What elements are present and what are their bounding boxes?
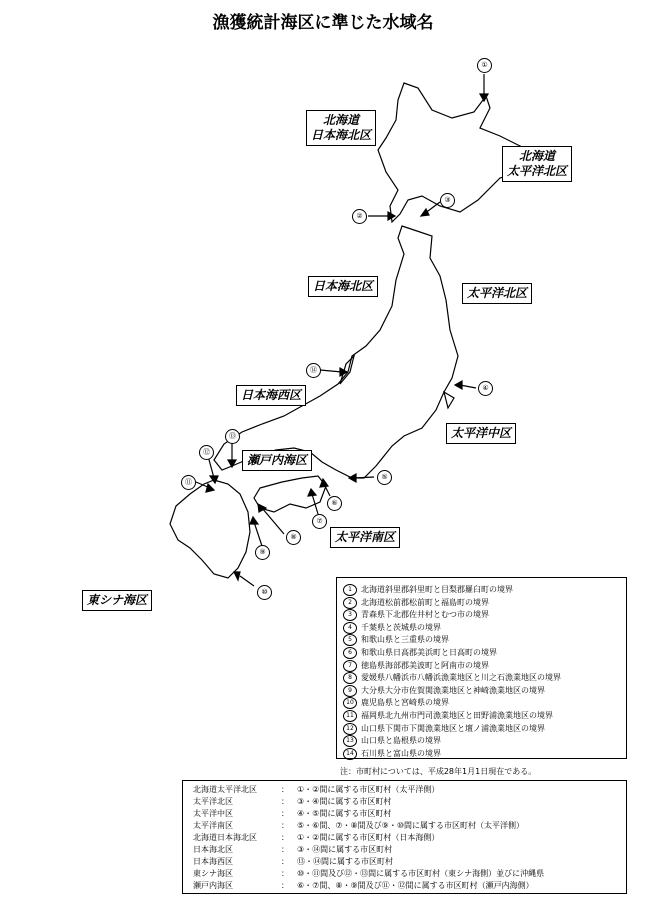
- zone-name: 太平洋南区: [193, 821, 233, 830]
- legend-row: [343, 609, 622, 622]
- region-hokkaido-japan-sea: [306, 110, 376, 146]
- zone-sep: ：: [281, 821, 289, 830]
- region-hokkaido-pacific: [502, 146, 572, 182]
- marker-8: ⑧: [286, 530, 301, 545]
- zone-sep: ：: [281, 845, 289, 854]
- marker-13: ⑬: [225, 429, 240, 444]
- zone-row: [193, 820, 620, 832]
- legend-text: 徳島県海部郡美波町と阿南市の境界: [361, 660, 489, 670]
- zone-row: [193, 856, 620, 868]
- legend-row: [343, 710, 622, 723]
- zone-row: [193, 880, 620, 892]
- region-pacific-central: 太平洋中区: [446, 423, 516, 444]
- legend-text: 愛媛県八幡浜市八幡浜漁業地区と川之石漁業地区の境界: [361, 673, 561, 683]
- legend-row: [343, 697, 622, 710]
- legend-text: 石川県と富山県の境界: [361, 748, 441, 758]
- zone-name: 日本海北区: [193, 845, 233, 854]
- date-note: 注：市町村については、平成28年1月1日現在である。: [340, 767, 537, 776]
- zone-desc: ④・⑤間に属する市区町村: [297, 809, 392, 818]
- legend-num: 5: [343, 634, 357, 646]
- zone-desc: ⑩・⑪間及び⑫・⑬間に属する市区町村（東シナ海側）並びに沖縄県: [297, 869, 545, 878]
- marker-9: ⑨: [255, 545, 270, 560]
- legend-row: [343, 660, 622, 673]
- zone-desc: ③・④間に属する市区町村: [297, 797, 392, 806]
- legend-row: [343, 735, 622, 748]
- zone-sep: ：: [281, 809, 289, 818]
- marker-5: ⑤: [377, 470, 392, 485]
- region-seto-inland-sea: 瀬戸内海区: [242, 450, 312, 471]
- legend-num: 7: [343, 660, 357, 672]
- boundary-legend: [336, 577, 627, 759]
- legend-text: 山口県と島根県の境界: [361, 736, 441, 746]
- legend-num: 2: [343, 597, 357, 609]
- legend-row: [343, 622, 622, 635]
- zone-sep: ：: [281, 881, 289, 890]
- legend-row: [343, 672, 622, 685]
- marker-7: ⑦: [312, 514, 327, 529]
- zone-name: 瀬戸内海区: [193, 881, 233, 890]
- zone-name: 太平洋中区: [193, 809, 233, 818]
- zone-desc: ⑬・⑭間に属する市区町村: [297, 857, 393, 866]
- region-pacific-south: 太平洋南区: [330, 527, 400, 548]
- zone-row: [193, 808, 620, 820]
- zone-row: [193, 796, 620, 808]
- marker-3: ③: [440, 193, 455, 208]
- zone-name: 北海道太平洋北区: [193, 785, 257, 794]
- legend-text: 福岡県北九州市門司漁業地区と田野浦漁業地区の境界: [361, 710, 553, 720]
- zone-sep: ：: [281, 857, 289, 866]
- legend-text: 千葉県と茨城県の境界: [361, 622, 441, 632]
- marker-2: ②: [352, 209, 367, 224]
- zone-desc: ①・②間に属する市区町村（太平洋側）: [297, 785, 440, 794]
- marker-4: ④: [478, 381, 493, 396]
- legend-num: 6: [343, 647, 357, 659]
- region-line: 日本海北区: [311, 128, 372, 142]
- legend-text: 北海道松前郡松前町と福島町の境界: [361, 597, 489, 607]
- zone-row: [193, 784, 620, 796]
- marker-11: ⑪: [181, 475, 196, 490]
- zone-definition-table: [182, 780, 627, 894]
- legend-num: 10: [343, 697, 357, 709]
- region-line: 北海道: [519, 149, 556, 163]
- legend-text: 和歌山県日高郡美浜町と日高町の境界: [361, 647, 497, 657]
- legend-text: 北海道斜里郡斜里町と目梨郡羅臼町の境界: [361, 585, 513, 594]
- zone-row: [193, 832, 620, 844]
- legend-row: [343, 584, 622, 597]
- legend-text: 和歌山県と三重県の境界: [361, 635, 449, 645]
- legend-text: 大分県大分市佐賀関漁業地区と神崎漁業地区の境界: [361, 685, 545, 695]
- legend-text: 山口県下関市下関漁業地区と壇ノ浦漁業地区の境界: [361, 723, 545, 733]
- zone-name: 太平洋北区: [193, 797, 233, 806]
- legend-num: 13: [343, 735, 357, 747]
- legend-row: [343, 634, 622, 647]
- zone-row: [193, 844, 620, 856]
- legend-num: 4: [343, 622, 357, 634]
- legend-num: 14: [343, 748, 357, 760]
- legend-text: 鹿児島県と宮崎県の境界: [361, 698, 449, 708]
- region-pacific-north: 太平洋北区: [462, 283, 532, 304]
- zone-sep: ：: [281, 869, 289, 878]
- marker-12: ⑫: [199, 445, 214, 460]
- region-line: 北海道: [323, 113, 360, 127]
- legend-num: 3: [343, 609, 357, 621]
- legend-row: [343, 748, 622, 761]
- kyushu-outline: [170, 480, 250, 578]
- legend-row: [343, 597, 622, 610]
- region-line: 太平洋北区: [507, 164, 568, 178]
- zone-name: 日本海西区: [193, 857, 233, 866]
- region-east-china-sea: 東シナ海区: [82, 590, 152, 611]
- zone-name: 東シナ海区: [193, 869, 233, 878]
- legend-num: 9: [343, 685, 357, 697]
- region-japan-sea-west: 日本海西区: [236, 385, 306, 406]
- zone-sep: ：: [281, 833, 289, 842]
- zone-desc: ⑤・⑥間、⑦・⑧間及び⑨・⑩間に属する市区町村（太平洋側）: [297, 821, 525, 830]
- marker-6: ⑥: [327, 496, 342, 511]
- zone-name: 北海道日本海北区: [193, 833, 257, 842]
- legend-row: [343, 647, 622, 660]
- legend-row: [343, 723, 622, 736]
- legend-num: 8: [343, 672, 357, 684]
- zone-desc: ⑥・⑦間、⑧・⑨間及び⑪・⑫間に属する市区町村（瀬戸内海側）: [297, 881, 534, 890]
- marker-1: ①: [477, 58, 492, 73]
- zone-sep: ：: [281, 785, 289, 794]
- honshu-outline: [214, 226, 458, 478]
- marker-10: ⑩: [257, 585, 272, 600]
- legend-num: 11: [343, 710, 357, 722]
- zone-desc: ③・⑭間に属する市区町村: [297, 845, 393, 854]
- legend-num: 12: [343, 723, 357, 735]
- map-title: 漁獲統計海区に準じた水域名: [212, 13, 434, 33]
- zone-row: [193, 868, 620, 880]
- region-japan-sea-north: 日本海北区: [308, 276, 378, 297]
- zone-desc: ①・②間に属する市区町村（日本海側）: [297, 833, 440, 842]
- legend-num: 1: [343, 584, 357, 596]
- legend-row: [343, 685, 622, 698]
- marker-14: ⑭: [306, 363, 321, 378]
- zone-sep: ：: [281, 797, 289, 806]
- legend-text: 青森県下北郡佐井村とむつ市の境界: [361, 610, 489, 620]
